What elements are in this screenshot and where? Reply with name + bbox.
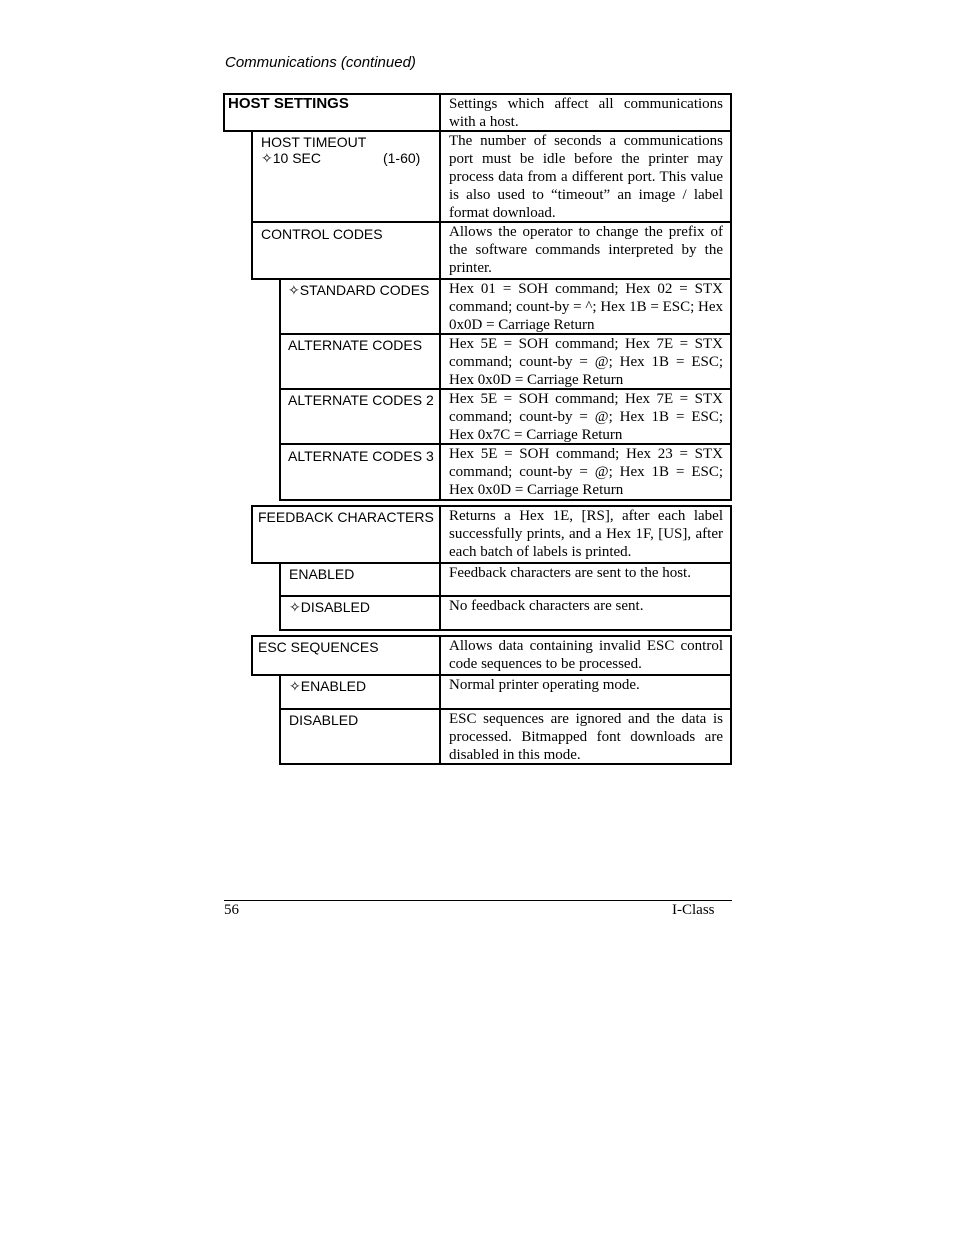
row-description: Normal printer operating mode. xyxy=(439,676,730,708)
product-name: I-Class xyxy=(672,902,715,918)
row-label: CONTROL CODES xyxy=(261,226,383,242)
feedback-disabled-row xyxy=(279,595,732,631)
row-description: Allows data containing invalid ESC control code sequences to be processed. xyxy=(439,637,730,674)
row-label: HOST TIMEOUT ✧10 SEC (1-60) xyxy=(261,134,421,166)
row-label: ALTERNATE CODES xyxy=(288,337,423,353)
esc-enabled-row xyxy=(279,674,732,710)
row-label: ENABLED xyxy=(289,566,355,582)
row-label: DISABLED xyxy=(289,712,359,728)
row-label: ✧ENABLED xyxy=(289,678,367,694)
row-description: Hex 01 = SOH command; Hex 02 = STX command; count-by = ^; Hex 1B = ESC; Hex 0x0D = Carriage Return xyxy=(439,280,730,333)
footer-divider xyxy=(224,900,732,901)
row-label: ✧STANDARD CODES xyxy=(288,282,430,298)
host-settings-row xyxy=(223,93,732,132)
feedback-characters-row xyxy=(251,505,732,564)
value-range: (1-60) xyxy=(382,150,421,166)
page-number: 56 xyxy=(224,902,239,918)
row-description: Hex 5E = SOH command; Hex 7E = STX command; count-by = @; Hex 1B = ESC; Hex 0x7C = Carriage Return xyxy=(439,390,730,443)
alternate-codes-2-row xyxy=(279,388,732,445)
row-description: Hex 5E = SOH command; Hex 23 = STX command; count-by = @; Hex 1B = ESC; Hex 0x0D = Carriage Return xyxy=(439,445,730,499)
row-description: Hex 5E = SOH command; Hex 7E = STX command; count-by = @; Hex 1B = ESC; Hex 0x0D = Carriage Return xyxy=(439,335,730,388)
row-description: Feedback characters are sent to the host. xyxy=(439,564,730,595)
host-timeout-row xyxy=(251,130,732,223)
row-description: The number of seconds a communications port must be idle before the printer may process data from a different port. This value is also used to “timeout” an image / label format download. xyxy=(439,132,730,221)
row-description: ESC sequences are ignored and the data is processed. Bitmapped font downloads are disabled in this mode. xyxy=(439,710,730,763)
row-label: HOST SETTINGS xyxy=(228,95,349,112)
esc-sequences-row xyxy=(251,635,732,676)
esc-disabled-row xyxy=(279,708,732,765)
default-value: ✧10 SEC xyxy=(261,150,321,166)
row-description: Settings which affect all communications with a host. xyxy=(439,95,730,130)
control-codes-row xyxy=(251,221,732,280)
alternate-codes-row xyxy=(279,333,732,390)
page-header: Communications (continued) xyxy=(225,54,416,71)
row-label: ALTERNATE CODES 2 xyxy=(288,392,434,408)
row-label: FEEDBACK CHARACTERS xyxy=(258,509,434,525)
row-label: ESC SEQUENCES xyxy=(258,639,379,655)
row-description: Returns a Hex 1E, [RS], after each label successfully prints, and a Hex 1F, [US], after each batch of labels is printed. xyxy=(439,507,730,562)
row-label: ALTERNATE CODES 3 xyxy=(288,448,434,464)
standard-codes-row xyxy=(279,278,732,335)
row-description: No feedback characters are sent. xyxy=(439,597,730,629)
feedback-enabled-row xyxy=(279,562,732,597)
alternate-codes-3-row xyxy=(279,443,732,501)
row-label: ✧DISABLED xyxy=(289,599,370,615)
row-description: Allows the operator to change the prefix of the software commands interpreted by the printer. xyxy=(439,223,730,278)
